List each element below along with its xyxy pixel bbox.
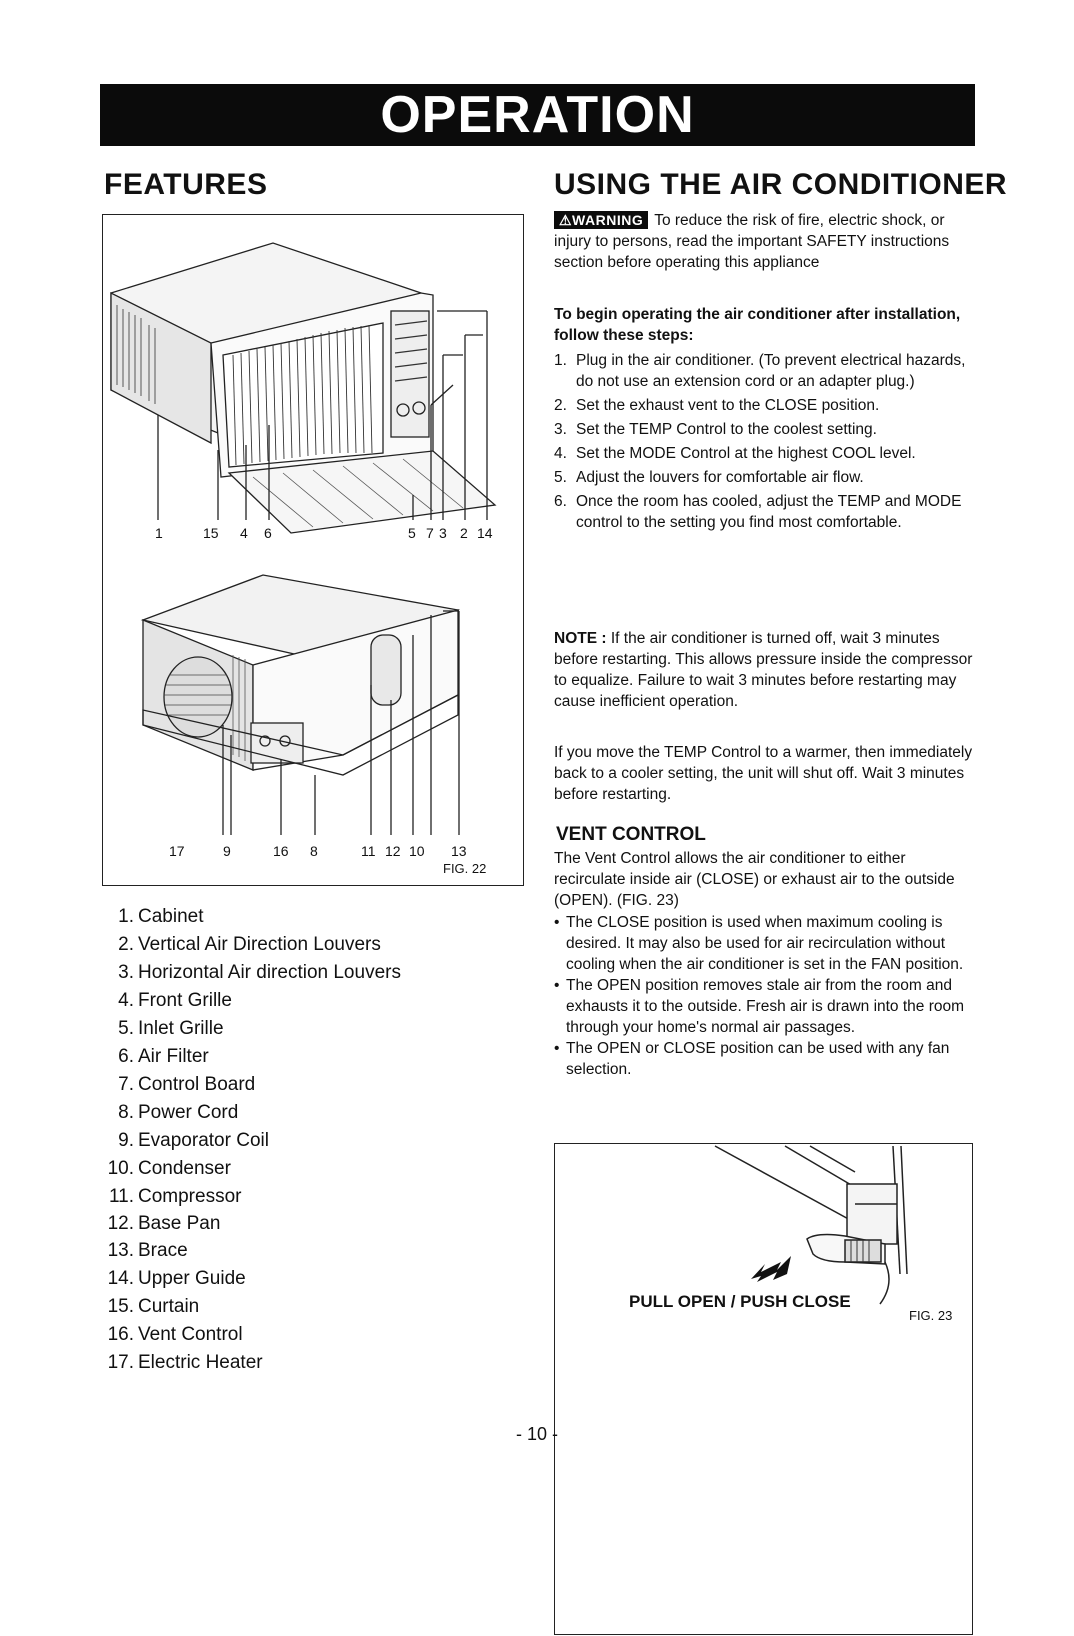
warning-paragraph: ⚠WARNING To reduce the risk of fire, electric shock, or injury to persons, read the important SAFETY instructions section before operating this appliance	[554, 212, 950, 271]
list-item: 8. Power Cord	[118, 1102, 239, 1123]
list-item: • The CLOSE position is used when maximum cooling is desired. It may also be used for air recirculation without cooling when the air conditioner is set in the FAN position.	[554, 912, 974, 975]
callout-number: 2	[460, 525, 468, 541]
callout-number: 15	[203, 525, 219, 541]
callout-number: 4	[240, 525, 248, 541]
list-item: 7. Control Board	[118, 1074, 256, 1095]
steps-list	[554, 350, 974, 533]
callout-number: 8	[310, 843, 318, 859]
list-item: 9. Evaporator Coil	[118, 1130, 269, 1151]
callout-number: 5	[408, 525, 416, 541]
list-item: 6. Once the room has cooled, adjust the TEMP and MODE control to the setting you find most comfortable.	[554, 493, 962, 531]
callout-number: 9	[223, 843, 231, 859]
callout-number: 14	[477, 525, 493, 541]
list-item: 11. Compressor	[108, 1186, 242, 1207]
list-item: 17. Electric Heater	[107, 1352, 263, 1373]
vent-figure-real	[554, 1143, 973, 1635]
figure-label: FIG. 22	[443, 861, 487, 876]
steps-intro: To begin operating the air conditioner after installation, follow these steps:	[554, 306, 961, 344]
callout-number: 10	[409, 843, 425, 859]
vent-intro: The Vent Control allows the air conditioner to either recirculate inside air (CLOSE) or exhaust air to the outside (OPEN). (FIG. 23)	[554, 850, 955, 909]
double-arrow-icon	[751, 1256, 791, 1282]
page-number: - 10 -	[515, 1424, 558, 1444]
callout-number: 11	[361, 843, 376, 859]
list-item: 6. Air Filter	[118, 1046, 209, 1067]
callout-number: 12	[385, 843, 401, 859]
using-heading: USING THE AIR CONDITIONER	[554, 168, 1008, 201]
list-item: 4. Set the MODE Control at the highest COOL level.	[554, 445, 916, 462]
list-item: • The OPEN position removes stale air from the room and exhausts it to the outside. Fresh air is drawn into the room through your home's normal air passages.	[554, 975, 974, 1038]
list-item: 5. Inlet Grille	[118, 1018, 224, 1039]
callout-number: 16	[273, 843, 289, 859]
warning-badge: ⚠WARNING	[554, 211, 648, 229]
note-paragraph: NOTE : If the air conditioner is turned off, wait 3 minutes before restarting. This allows pressure inside the compressor to equalize. Failure to wait 3 minutes before restarting may cause inefficient operation.	[554, 630, 973, 710]
list-item: 2. Vertical Air Direction Louvers	[118, 934, 381, 955]
callout-number: 6	[264, 525, 272, 541]
list-item: 4. Front Grille	[118, 990, 232, 1011]
vent-figure-caption: PULL OPEN / PUSH CLOSE	[629, 1292, 851, 1311]
list-item: 3. Horizontal Air direction Louvers	[118, 962, 401, 983]
list-item: 12. Base Pan	[107, 1213, 221, 1234]
list-item: 16. Vent Control	[107, 1324, 243, 1345]
vent-lever-illustration	[555, 1144, 974, 1636]
list-item: 5. Adjust the louvers for comfortable air flow.	[554, 469, 864, 486]
list-item: 13. Brace	[107, 1240, 188, 1261]
callout-number: 17	[169, 843, 185, 859]
features-heading: FEATURES	[104, 168, 268, 201]
features-figure	[102, 214, 524, 886]
note-paragraph-2: If you move the TEMP Control to a warmer, then immediately back to a cooler setting, the unit will shut off. Wait 3 minutes before restarting.	[554, 744, 973, 803]
callout-number: 3	[439, 525, 447, 541]
vent-heading: VENT CONTROL	[556, 824, 706, 845]
list-item: 3. Set the TEMP Control to the coolest setting.	[554, 421, 877, 438]
list-item: 14. Upper Guide	[107, 1268, 246, 1289]
list-item: 1. Cabinet	[118, 906, 204, 927]
callout-number: 1	[155, 525, 163, 541]
section-banner: OPERATION	[100, 84, 975, 146]
air-conditioner-illustration	[103, 215, 525, 887]
callout-number: 7	[426, 525, 434, 541]
figure-label: FIG. 23	[909, 1308, 953, 1323]
list-item: • The OPEN or CLOSE position can be used with any fan selection.	[554, 1038, 974, 1080]
list-item: 1. Plug in the air conditioner. (To prevent electrical hazards, do not use an extension cord or an adapter plug.)	[554, 352, 966, 390]
list-item: 15. Curtain	[107, 1296, 200, 1317]
list-item: 10. Condenser	[107, 1158, 231, 1179]
callout-number: 13	[451, 843, 467, 859]
vent-bullets	[554, 912, 974, 1080]
list-item: 2. Set the exhaust vent to the CLOSE position.	[554, 397, 880, 414]
